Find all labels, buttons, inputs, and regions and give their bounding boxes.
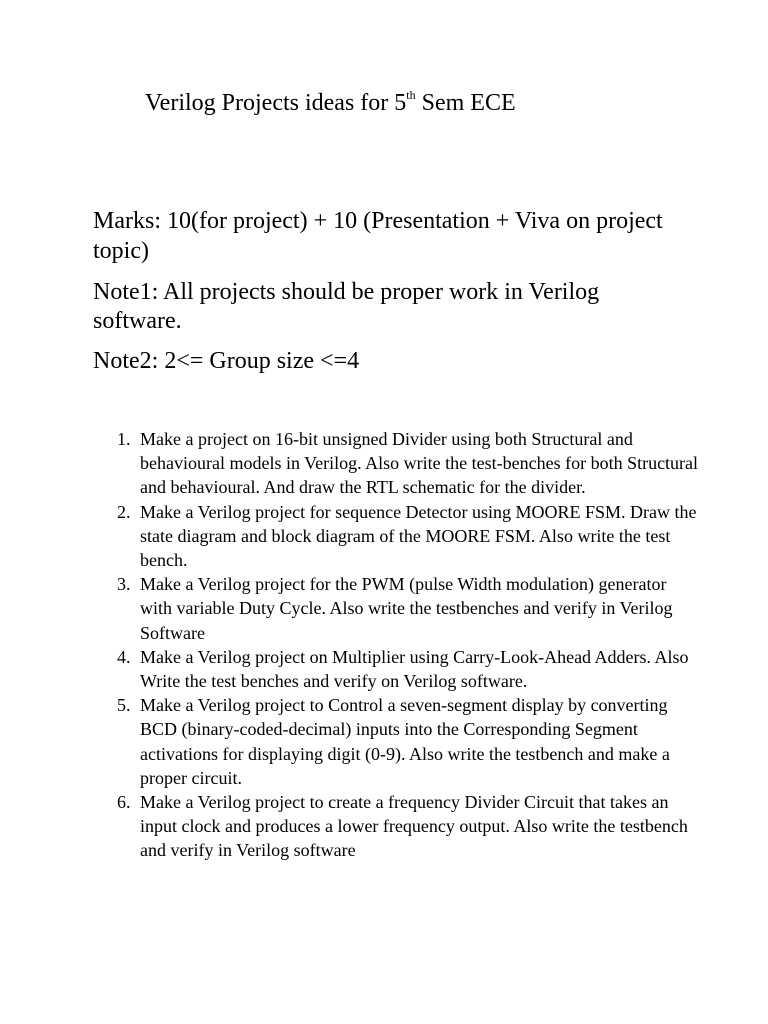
page-title — [145, 88, 516, 118]
project-list — [109, 427, 699, 863]
list-item-text: Make a Verilog project for sequence Detector using MOORE FSM. Draw the state diagram and block diagram of the MOORE FSM. Also write the test bench. — [140, 501, 697, 571]
title-text: Verilog Projects ideas for 5 — [145, 90, 407, 116]
list-item-number: 1. — [117, 429, 131, 449]
title-text-end: Sem ECE — [415, 90, 516, 116]
list-item-number: 4. — [117, 646, 131, 667]
list-item — [109, 500, 699, 573]
list-item-text: Make a Verilog project on Multiplier using Carry-Look-Ahead Adders. Also Write the test benches and verify on Verilog software. — [140, 646, 689, 692]
list-item — [109, 693, 699, 790]
list-item-text: Make a Verilog project to create a frequency Divider Circuit that takes an input clock and produces a lower frequency output. Also write the testbench and verify in Verilog software — [140, 792, 688, 861]
list-item-number: 2. — [117, 501, 131, 522]
note1-paragraph: Note1: All projects should be proper work in Verilog software. — [93, 279, 600, 334]
title-superscript: th — [406, 88, 416, 102]
list-item — [109, 645, 699, 693]
note2-paragraph: Note2: 2<= Group size <=4 — [93, 348, 360, 374]
list-item-number: 6. — [117, 792, 131, 813]
list-item-text: Make a project on 16-bit unsigned Divider using both Structural and behavioural models in Verilog. Also write the test-benches for both Structural and behavioural. And draw the RTL schematic for the divider. — [140, 429, 699, 498]
list-item-text: Make a Verilog project for the PWM (pulse Width modulation) generator with variable Duty Cycle. Also write the testbenches and verify in Verilog Software — [140, 574, 673, 643]
list-item — [109, 572, 699, 645]
list-item — [109, 427, 699, 500]
list-item — [109, 790, 699, 863]
list-item-number: 3. — [117, 574, 131, 595]
list-item-number: 5. — [117, 695, 131, 716]
list-item-text: Make a Verilog project to Control a seven-segment display by converting BCD (binary-coded-decimal) inputs into the Corresponding Segment activations for displaying digit (0-9). Also write the testbench and make a proper circuit. — [140, 695, 670, 788]
marks-paragraph: Marks: 10(for project) + 10 (Presentation + Viva on project topic) — [93, 208, 663, 264]
